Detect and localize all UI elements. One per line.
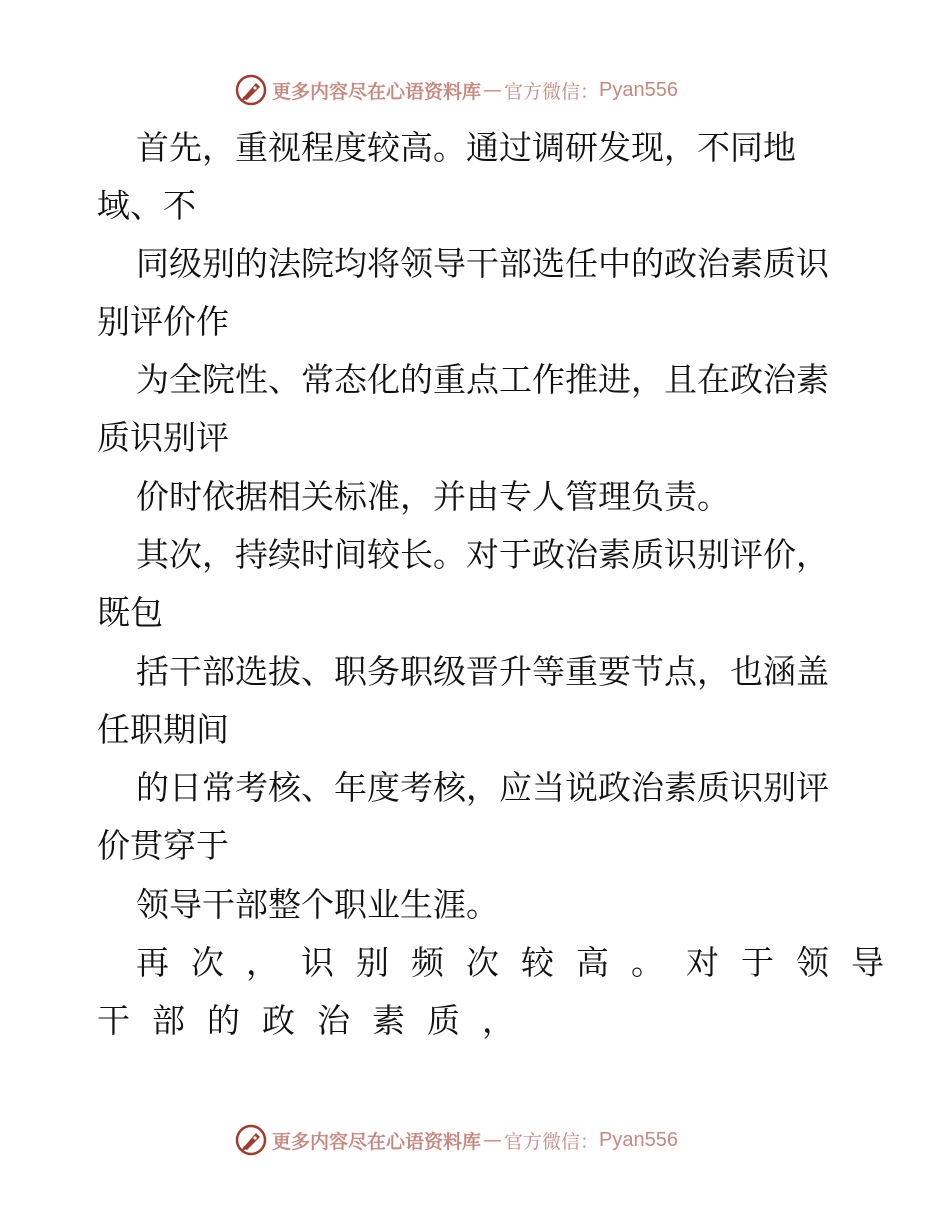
text-line: 括干部选拔、职务职级晋升等重要节点，也涵盖	[136, 652, 829, 691]
text-line: 别评价作	[97, 302, 229, 341]
watermark-dash: —	[483, 1129, 503, 1151]
pen-nib-logo-icon	[234, 73, 268, 107]
text-line: 为全院性、常态化的重点工作推进，且在政治素	[136, 360, 829, 399]
watermark-wechat-label: 官方微信：	[504, 1130, 600, 1153]
pen-nib-logo-icon	[234, 1123, 268, 1157]
text-line: 任职期间	[97, 710, 229, 749]
text-line: 既包	[97, 593, 163, 632]
watermark-wechat-id: Pyan556	[599, 1128, 678, 1151]
watermark-text: 更多内容尽在心语资料库	[272, 80, 482, 103]
text-line: 价时依据相关标准，并由专人管理负责。	[136, 477, 730, 516]
text-line: 质识别评	[97, 418, 229, 457]
text-line: 同级别的法院均将领导干部选任中的政治素质识	[136, 244, 829, 283]
text-line: 首先，重视程度较高。通过调研发现，不同地	[136, 128, 796, 167]
text-line: 干部的政治素质，	[97, 1001, 537, 1040]
text-line: 再次，识别频次较高。对于领导	[136, 943, 906, 982]
header-watermark	[234, 73, 678, 107]
text-line: 领导干部整个职业生涯。	[136, 885, 499, 924]
text-line: 域、不	[97, 186, 196, 225]
watermark-text: 更多内容尽在心语资料库	[272, 1130, 482, 1153]
watermark-dash: —	[483, 79, 503, 101]
footer-watermark	[234, 1123, 678, 1157]
watermark-wechat-id: Pyan556	[599, 78, 678, 101]
text-line: 其次，持续时间较长。对于政治素质识别评价，	[136, 535, 829, 574]
text-line: 价贯穿于	[97, 826, 229, 865]
text-line: 的日常考核、年度考核，应当说政治素质识别评	[136, 768, 829, 807]
watermark-wechat-label: 官方微信：	[504, 80, 600, 103]
